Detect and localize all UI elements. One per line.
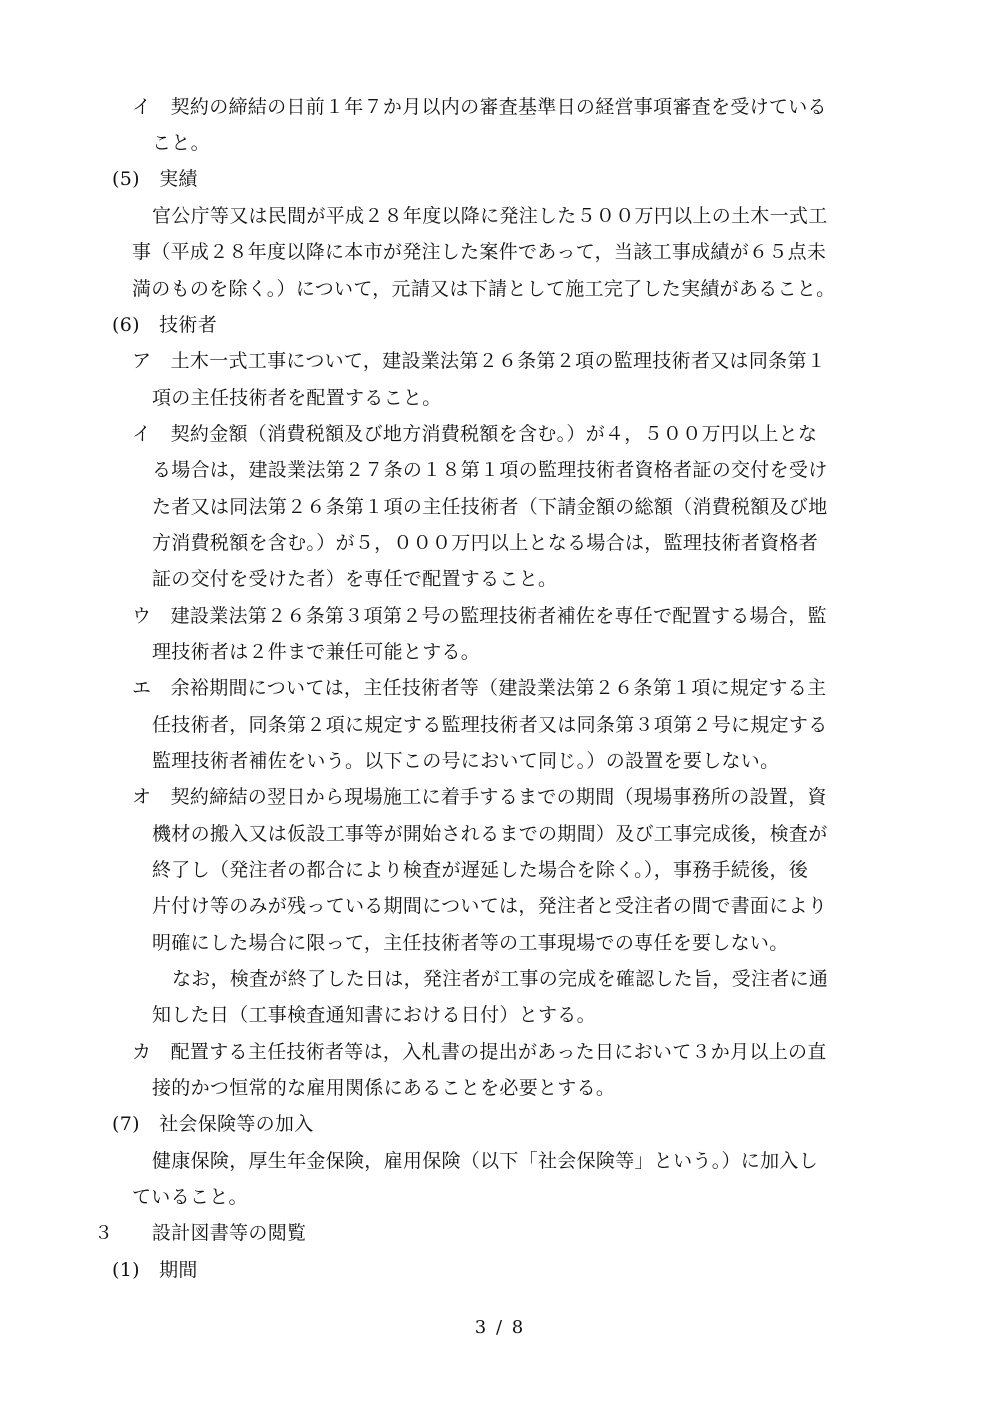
text-line: 方消費税額を含む。）が５，０００万円以上となる場合は，監理技術者資格者	[152, 532, 819, 554]
text-line: なお，検査が終了した日は，発注者が工事の完成を確認した旨，受注者に通	[172, 968, 829, 990]
text-line: 片付け等のみが残っている期間については，発注者と受注者の間で書面により	[152, 895, 828, 917]
text-line: カ 配置する主任技術者等は，入札書の提出があった日において３か月以上の直	[132, 1041, 827, 1063]
text-line: 理技術者は２件まで兼任可能とする。	[152, 641, 481, 663]
text-line: る場合は，建設業法第２７条の１８第１項の監理技術者資格者証の交付を受け	[152, 459, 828, 481]
text-line: 明確にした場合に限って，主任技術者等の工事現場での専任を要しない。	[152, 932, 789, 954]
section-heading: (7) 社会保険等の加入	[112, 1113, 314, 1135]
text-line: 接的かつ恒常的な雇用関係にあることを必要とする。	[152, 1077, 616, 1099]
text-line: イ 契約の締結の日前１年７か月以内の審査基準日の経営事項審査を受けている	[132, 96, 827, 118]
text-line: 事（平成２８年度以降に本市が発注した案件であって，当該工事成績が６５点未	[132, 241, 827, 263]
text-line: エ 余裕期間については，主任技術者等（建設業法第２６条第１項に規定する主	[132, 677, 827, 699]
text-line: ア 土木一式工事について，建設業法第２６条第２項の監理技術者又は同条第１	[132, 350, 827, 372]
text-line: 監理技術者補佐をいう。以下この号において同じ。）の設置を要しない。	[152, 750, 780, 772]
text-line: 項の主任技術者を配置すること。	[152, 387, 442, 409]
text-line: 証の交付を受けた者）を専任で配置すること。	[152, 568, 558, 590]
text-line: オ 契約締結の翌日から現場施工に着手するまでの期間（現場事務所の設置，資	[132, 786, 827, 808]
text-line: イ 契約金額（消費税額及び地方消費税額を含む。）が４，５００万円以上とな	[132, 423, 818, 445]
text-line: 終了し（発注者の都合により検査が遅延した場合を除く。），事務手続後，後	[152, 859, 809, 881]
text-line: 官公庁等又は民間が平成２８年度以降に発注した５００万円以上の土木一式工	[152, 205, 828, 227]
text-line: 任技術者，同条第２項に規定する監理技術者又は同条第３項第２号に規定する	[152, 714, 828, 736]
section-heading: (6) 技術者	[112, 314, 218, 336]
text-line: 満のものを除く。）について，元請又は下請として施工完了した実績があること。	[132, 278, 836, 300]
text-line: 健康保険，厚生年金保険，雇用保険（以下「社会保険等」という。）に加入し	[152, 1150, 819, 1172]
page-number: 3 / 8	[474, 1317, 526, 1338]
text-line: た者又は同法第２６条第１項の主任技術者（下請金額の総額（消費税額及び地	[152, 496, 828, 518]
text-line: ウ 建設業法第２６条第３項第２号の監理技術者補佐を専任で配置する場合，監	[132, 605, 827, 627]
section-heading: ３ 設計図書等の閲覧	[94, 1222, 307, 1244]
text-line: ていること。	[132, 1186, 248, 1208]
text-line: 知した日（工事検査通知書における日付）とする。	[152, 1004, 596, 1026]
section-heading: (1) 期間	[112, 1259, 198, 1281]
text-line: こと。	[152, 132, 210, 154]
text-line: 機材の搬入又は仮設工事等が開始されるまでの期間）及び工事完成後，検査が	[152, 823, 828, 845]
section-heading: (5) 実績	[112, 168, 198, 190]
